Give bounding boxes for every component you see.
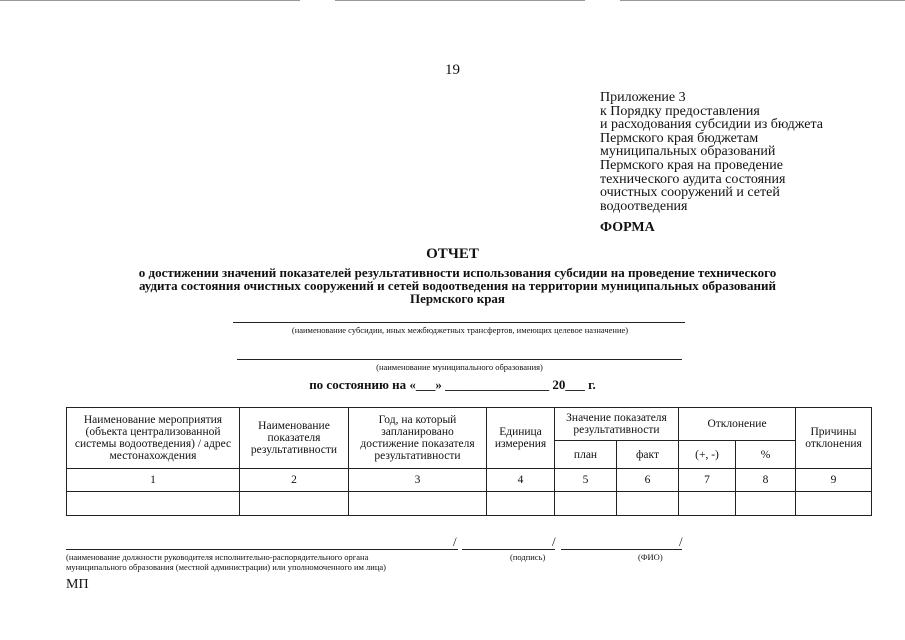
table-cell[interactable] [67,492,240,516]
as-of-date-line[interactable]: по состоянию на «___» ________________ 20___ г. [309,377,596,392]
position-caption-line: (наименование должности руководителя исполнительно-распорядительного органа [66,552,369,562]
report-subtitle-line: о достижении значений показателей результативности использования субсидии на проведение технического [138,265,777,280]
table-cell[interactable] [349,492,487,516]
municipality-name-line[interactable] [237,359,682,360]
page-number: 19 [445,62,460,78]
position-line[interactable] [66,549,458,550]
signature-line[interactable] [462,549,555,550]
column-number: 6 [617,469,679,492]
appendix-line: Пермского края на проведение [600,157,783,173]
scan-edge-line [0,0,300,1]
table-row [67,492,872,516]
full-name-line[interactable] [561,549,682,550]
municipality-name-caption: (наименование муниципального образования) [376,362,543,372]
table-cell[interactable] [679,492,736,516]
appendix-line: к Порядку предоставления [600,103,760,119]
table-cell[interactable] [240,492,349,516]
table-cell[interactable] [617,492,679,516]
report-subtitle-line: аудита состояния очистных сооружений и сетей водоотведения на территории муниципальных образований [138,278,777,293]
stamp-place-label: МП [66,577,89,592]
table-cell[interactable] [796,492,872,516]
column-number: 7 [679,469,736,492]
form-label: ФОРМА [600,220,655,235]
appendix-line: муниципальных образований [600,144,776,160]
column-number: 2 [240,469,349,492]
header-year: Год, на который запланировано достижение показателя результативности [349,408,487,469]
header-value-group: Значение показателя результативности [555,408,679,441]
slash-separator: / [679,534,683,549]
appendix-line: и расходования субсидии из бюджета [600,117,823,133]
slash-separator: / [453,534,457,549]
header-deviation-group: Отклонение [679,408,796,441]
report-title: ОТЧЕТ [426,246,479,262]
header-dev-abs: (+, -) [679,441,736,469]
table-cell[interactable] [487,492,555,516]
slash-separator: / [552,534,556,549]
scan-edge-line [335,0,585,1]
appendix-block [600,91,900,213]
table-cell[interactable] [736,492,796,516]
appendix-line: технического аудита состояния [600,171,786,187]
appendix-line: Приложение 3 [600,90,686,105]
header-unit: Единица измерения [487,408,555,469]
header-fact: факт [617,441,679,469]
column-number: 5 [555,469,617,492]
header-event: Наименование мероприятия (объекта централизованной системы водоотведения) / адрес местонахождения [67,408,240,469]
position-caption-line: муниципального образования (местной администрации) или уполномоченного им лица) [66,562,386,572]
report-table [66,407,872,516]
report-subtitle-line: Пермского края [410,291,505,306]
column-number: 3 [349,469,487,492]
header-dev-pct: % [736,441,796,469]
column-number: 8 [736,469,796,492]
position-caption [66,552,386,572]
subsidy-name-caption: (наименование субсидии, иных межбюджетных трансфертов, имеющих целевое назначение) [291,325,629,335]
column-number: 1 [67,469,240,492]
scan-edge-line [620,0,905,1]
signature-caption: (подпись) [510,552,546,562]
header-reasons: Причины отклонения [796,408,872,469]
subsidy-name-line[interactable] [233,322,685,323]
column-number: 4 [487,469,555,492]
appendix-line: очистных сооружений и сетей [600,185,780,201]
header-plan: план [555,441,617,469]
appendix-line: водоотведения [600,198,688,214]
column-number: 9 [796,469,872,492]
report-subtitle [60,266,855,305]
full-name-caption: (ФИО) [638,552,663,562]
header-indicator: Наименование показателя результативности [240,408,349,469]
appendix-line: Пермского края бюджетам [600,130,759,146]
table-cell[interactable] [555,492,617,516]
